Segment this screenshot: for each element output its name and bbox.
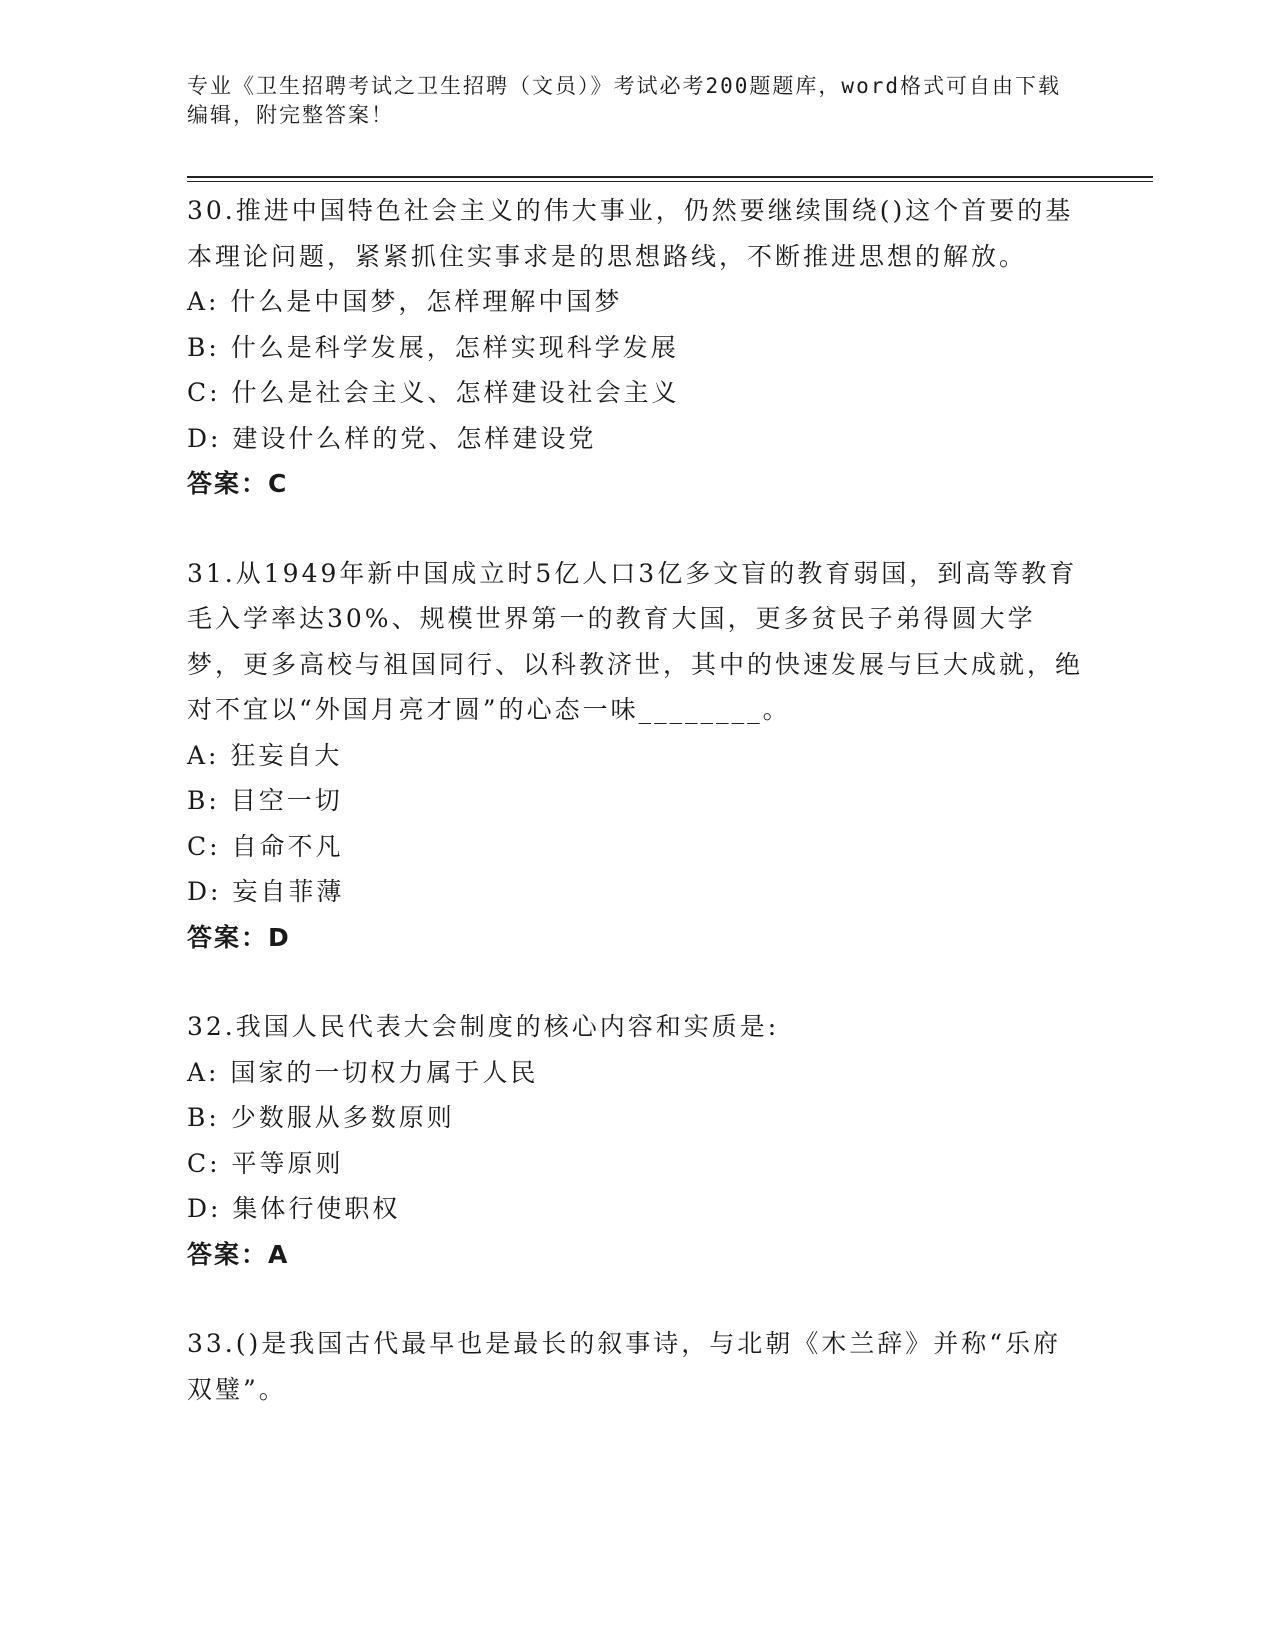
option-c: C: 什么是社会主义、怎样建设社会主义 [187,378,680,407]
question-list [187,188,1087,1456]
document-header: 专业《卫生招聘考试之卫生招聘（文员）》考试必考200题题库，word格式可自由下载编辑，附完整答案！ [187,74,1061,127]
option-c: C: 平等原则 [187,1148,344,1178]
answer-label: 答案： [187,469,269,498]
answer-line [187,915,1087,961]
option-d: D: 建设什么样的党、怎样建设党 [187,423,597,453]
option-a: A: 什么是中国梦，怎样理解中国梦 [187,287,623,316]
question-stem: 32.我国人民代表大会制度的核心内容和实质是: [187,1012,780,1041]
option-b: B: 少数服从多数原则 [187,1103,455,1132]
question-stem: 31.从1949年新中国成立时5亿人口3亿多文盲的教育弱国，到高等教育毛入学率达30%、规模世界第一的教育大国，更多贫民子弟得圆大学梦，更多高校与祖国同行、以科教济世，其中的快速发展与巨大成就，绝对不宜以“外国月亮才圆”的心态一味________。 [187,558,1084,724]
header-divider [187,176,1153,178]
answer-value: D [268,922,290,952]
answer-line [187,1232,1087,1278]
option-a: A: 国家的一切权力属于人民 [187,1057,539,1087]
option-d: D: 妄自菲薄 [187,877,345,906]
question-30 [187,188,1087,507]
option-d: D: 集体行使职权 [187,1194,401,1223]
option-b: B: 目空一切 [187,786,343,815]
answer-label: 答案： [187,1239,269,1269]
question-stem: 33.()是我国古代最早也是最长的叙事诗，与北朝《木兰辞》并称“乐府双璧”。 [187,1329,1062,1404]
answer-label: 答案： [187,922,269,952]
question-31 [187,551,1087,961]
answer-value: A [268,1239,289,1269]
answer-line [187,461,1087,507]
question-33 [187,1321,1087,1412]
option-b: B: 什么是科学发展，怎样实现科学发展 [187,332,679,362]
option-c: C: 自命不凡 [187,831,344,861]
question-stem: 30.推进中国特色社会主义的伟大事业，仍然要继续围绕()这个首要的基本理论问题，紧紧抓住实事求是的思想路线，不断推进思想的解放。 [187,196,1074,271]
header-divider-thin [187,181,1153,182]
option-a: A: 狂妄自大 [187,740,343,770]
question-32 [187,1004,1087,1277]
answer-value: C [268,469,288,498]
